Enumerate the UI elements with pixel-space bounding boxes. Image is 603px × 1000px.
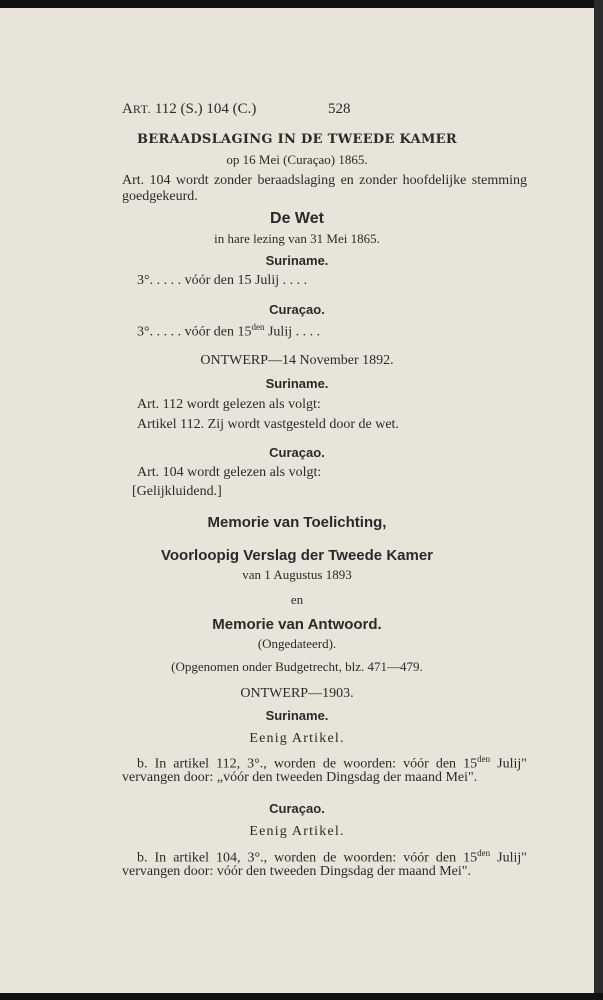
beraadslaging-date: op 16 Mei (Curaçao) 1865. <box>226 152 368 167</box>
memorie-opgenomen: (Opgenomen onder Budgetrecht, blz. 471—479. <box>171 659 423 674</box>
de-wet-suriname-heading: Suriname. <box>265 253 329 268</box>
ontwerp-1903-suriname-artikel: Eenig Artikel. <box>249 731 345 746</box>
ontwerp-1892-suriname-line1: Art. 112 wordt gelezen als volgt: <box>137 397 321 412</box>
ontwerp-1903-curacao-line1: b. In artikel 104, 3°., worden de woorden: vóór den $15^{den}$ Julij" <box>137 848 527 866</box>
de-wet-curacao-line: 3°. . . . . vóór den $15^{den}$ Julij . . . . <box>137 322 321 340</box>
ontwerp-1903-suriname-line1: b. In artikel 112, 3°., worden de woorden: vóór den $15^{den}$ Julij" <box>137 754 527 772</box>
scan-border-bottom <box>0 993 603 1000</box>
ontwerp-1903-curacao-heading: Curaçao. <box>269 801 325 816</box>
ontwerp-1892-suriname-heading: Suriname. <box>265 376 329 391</box>
book-page <box>0 8 594 993</box>
ontwerp-1903-curacao-artikel: Eenig Artikel. <box>249 824 345 839</box>
scan-border-right <box>594 0 603 1000</box>
page-number: 528 <box>328 101 351 117</box>
beraadslaging-text-line2: goedgekeurd. <box>122 189 198 204</box>
de-wet-curacao-heading: Curaçao. <box>269 302 325 317</box>
ontwerp-1903-curacao-line2: vervangen door: vóór den tweeden Dingsdag der maand Mei". <box>122 864 471 879</box>
de-wet-subtitle: in hare lezing van 31 Mei 1865. <box>214 231 380 246</box>
ontwerp-1892-curacao-line2: [Gelijkluidend.] <box>132 484 222 499</box>
memorie-toelichting: Memorie van Toelichting, <box>207 514 387 531</box>
ontwerp-1903-suriname-line2: vervangen door: „vóór den tweeden Dingsdag der maand Mei". <box>122 770 478 785</box>
memorie-ongedateerd: (Ongedateerd). <box>257 636 337 651</box>
ontwerp-1892-curacao-line1: Art. 104 wordt gelezen als volgt: <box>137 465 322 480</box>
voorloopig-verslag: Voorloopig Verslag der Tweede Kamer <box>160 547 434 564</box>
ontwerp-1892-title: ONTWERP—14 November 1892. <box>200 353 394 368</box>
ontwerp-1892-suriname-line2: Artikel 112. Zij wordt vastgesteld door de wet. <box>137 417 399 432</box>
beraadslaging-text-line1: Art. 104 wordt zonder beraadslaging en zonder hoofdelijke stemming <box>122 173 527 188</box>
ontwerp-1903-suriname-heading: Suriname. <box>265 708 329 723</box>
ontwerp-1892-curacao-heading: Curaçao. <box>269 445 325 460</box>
voorloopig-verslag-date: van 1 Augustus 1893 <box>242 567 352 582</box>
de-wet-title: De Wet <box>270 210 324 227</box>
scan-border-top <box>0 0 603 8</box>
running-header-article: ART. 112 (S.) 104 (C.) <box>122 101 257 117</box>
de-wet-suriname-line: 3°. . . . . vóór den 15 Julij . . . . <box>137 273 308 288</box>
memorie-en: en <box>290 592 304 607</box>
ontwerp-1903-title: ONTWERP—1903. <box>240 686 354 701</box>
beraadslaging-title: BERAADSLAGING IN DE TWEEDE KAMER <box>136 132 457 147</box>
memorie-antwoord: Memorie van Antwoord. <box>212 616 382 633</box>
